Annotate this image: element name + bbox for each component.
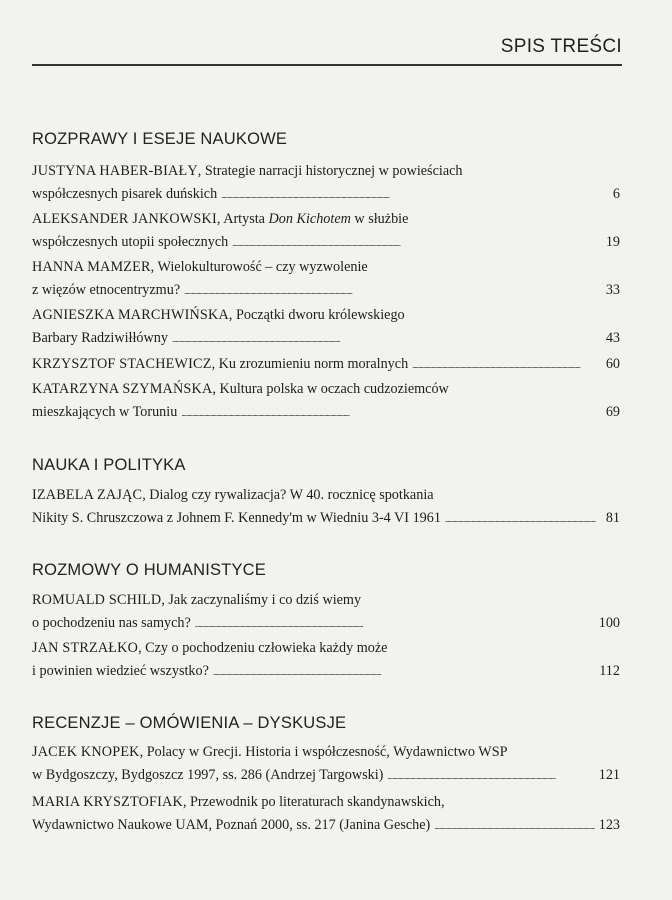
entry-page-number: 123: [598, 817, 620, 833]
toc-entry[interactable]: [32, 304, 620, 351]
entry-page-number: 112: [599, 663, 620, 679]
entry-title-line1: , Wielokulturowość – czy wyzwolenie: [150, 259, 368, 275]
dot-leader: [221, 183, 596, 207]
dot-leader: [181, 401, 596, 425]
entry-author: ALEKSANDER JANKOWSKI: [32, 211, 217, 227]
toc-entry[interactable]: [32, 208, 620, 255]
toc-entry[interactable]: [32, 160, 620, 207]
entry-page-number: 6: [612, 186, 620, 202]
dot-leader: [445, 507, 596, 531]
toc-entry[interactable]: [32, 256, 620, 303]
entry-page-number: 100: [598, 615, 620, 631]
entry-author: JACEK KNOPEK: [32, 744, 140, 760]
entry-title-line1: , Początki dworu królewskiego: [228, 307, 405, 323]
entry-page-number: 121: [598, 767, 620, 783]
section-heading-rozprawy: ROZPRAWY I ESEJE NAUKOWE: [32, 130, 288, 148]
entry-title-line2: w Bydgoszczy, Bydgoszcz 1997, ss. 286 (Andrzej Targowski): [32, 767, 384, 783]
entry-page-number: 19: [605, 234, 620, 250]
entry-title-line1-end: w służbie: [350, 211, 409, 227]
entry-title-line1: , Artysta: [216, 211, 269, 227]
entry-title-line2: współczesnych pisarek duńskich: [32, 186, 218, 202]
entry-author: MARIA KRYSZTOFIAK: [32, 794, 183, 810]
entry-author: JAN STRZAŁKO: [32, 640, 139, 656]
entry-title-line2: mieszkających w Toruniu: [32, 404, 178, 420]
entry-title-line2: Nikity S. Chruszczowa z Johnem F. Kennedy'm w Wiedniu 3-4 VI 1961: [32, 510, 441, 526]
toc-entry[interactable]: [32, 637, 620, 684]
dot-leader: [184, 279, 596, 303]
entry-title-line2: o pochodzeniu nas samych?: [32, 615, 191, 631]
entry-title-line1: , Polacy w Grecji. Historia i współczesność, Wydawnictwo WSP: [139, 744, 508, 760]
dot-leader: [172, 327, 596, 351]
entry-title-line2: z więzów etnocentryzmu?: [32, 282, 181, 298]
toc-entry[interactable]: [32, 741, 620, 788]
entry-title-line2: Barbary Radziwiłłówny: [32, 330, 168, 346]
entry-page-number: 33: [605, 282, 620, 298]
toc-entry[interactable]: [32, 378, 620, 425]
entry-title-line2: Wydawnictwo Naukowe UAM, Poznań 2000, ss. 217 (Janina Gesche): [32, 817, 431, 833]
dot-leader: [213, 660, 595, 684]
dot-leader: [387, 764, 594, 788]
dot-leader: [434, 814, 594, 838]
toc-entry[interactable]: [32, 353, 620, 377]
dot-leader: [195, 612, 595, 636]
entry-author: AGNIESZKA MARCHWIŃSKA: [32, 307, 229, 323]
entry-author: HANNA MAMZER: [32, 259, 151, 275]
dot-leader: [412, 353, 596, 377]
entry-title-line1: , Jak zaczynaliśmy i co dziś wiemy: [161, 592, 362, 608]
entry-title-line1: , Kultura polska w oczach cudzoziemców: [212, 381, 449, 397]
header-rule: [32, 64, 622, 66]
toc-entry[interactable]: [32, 484, 620, 531]
entry-title-line2: współczesnych utopii społecznych: [32, 234, 229, 250]
section-heading-nauka: NAUKA I POLITYKA: [32, 456, 186, 474]
entry-author: IZABELA ZAJĄC: [32, 487, 143, 503]
page-title: SPIS TREŚCI: [500, 36, 622, 57]
entry-title-line1: , Przewodnik po literaturach skandynawskich,: [182, 794, 445, 810]
entry-author: KATARZYNA SZYMAŃSKA: [32, 381, 213, 397]
entry-title-line1: , Dialog czy rywalizacja? W 40. rocznicę spotkania: [142, 487, 434, 503]
entry-title: , Ku zrozumieniu norm moralnych: [211, 356, 409, 372]
entry-title-line1: , Strategie narracji historycznej w powieściach: [197, 163, 463, 179]
entry-title-line2: i powinien wiedzieć wszystko?: [32, 663, 209, 679]
section-heading-recenzje: RECENZJE – OMÓWIENIA – DYSKUSJE: [32, 714, 347, 732]
entry-page-number: 69: [605, 404, 620, 420]
entry-title-line1: , Czy o pochodzeniu człowieka każdy może: [138, 640, 388, 656]
toc-entry[interactable]: [32, 589, 620, 636]
entry-page-number: 81: [605, 510, 620, 526]
entry-page-number: 60: [605, 356, 620, 372]
entry-author: KRZYSZTOF STACHEWICZ: [32, 356, 212, 372]
section-heading-rozmowy: ROZMOWY O HUMANISTYCE: [32, 561, 266, 579]
dot-leader: [232, 231, 596, 255]
toc-entry[interactable]: [32, 791, 620, 838]
entry-title-italic: Don Kichotem: [268, 211, 351, 227]
entry-author: JUSTYNA HABER-BIAŁY: [32, 163, 198, 179]
entry-page-number: 43: [605, 330, 620, 346]
entry-author: ROMUALD SCHILD: [32, 592, 162, 608]
